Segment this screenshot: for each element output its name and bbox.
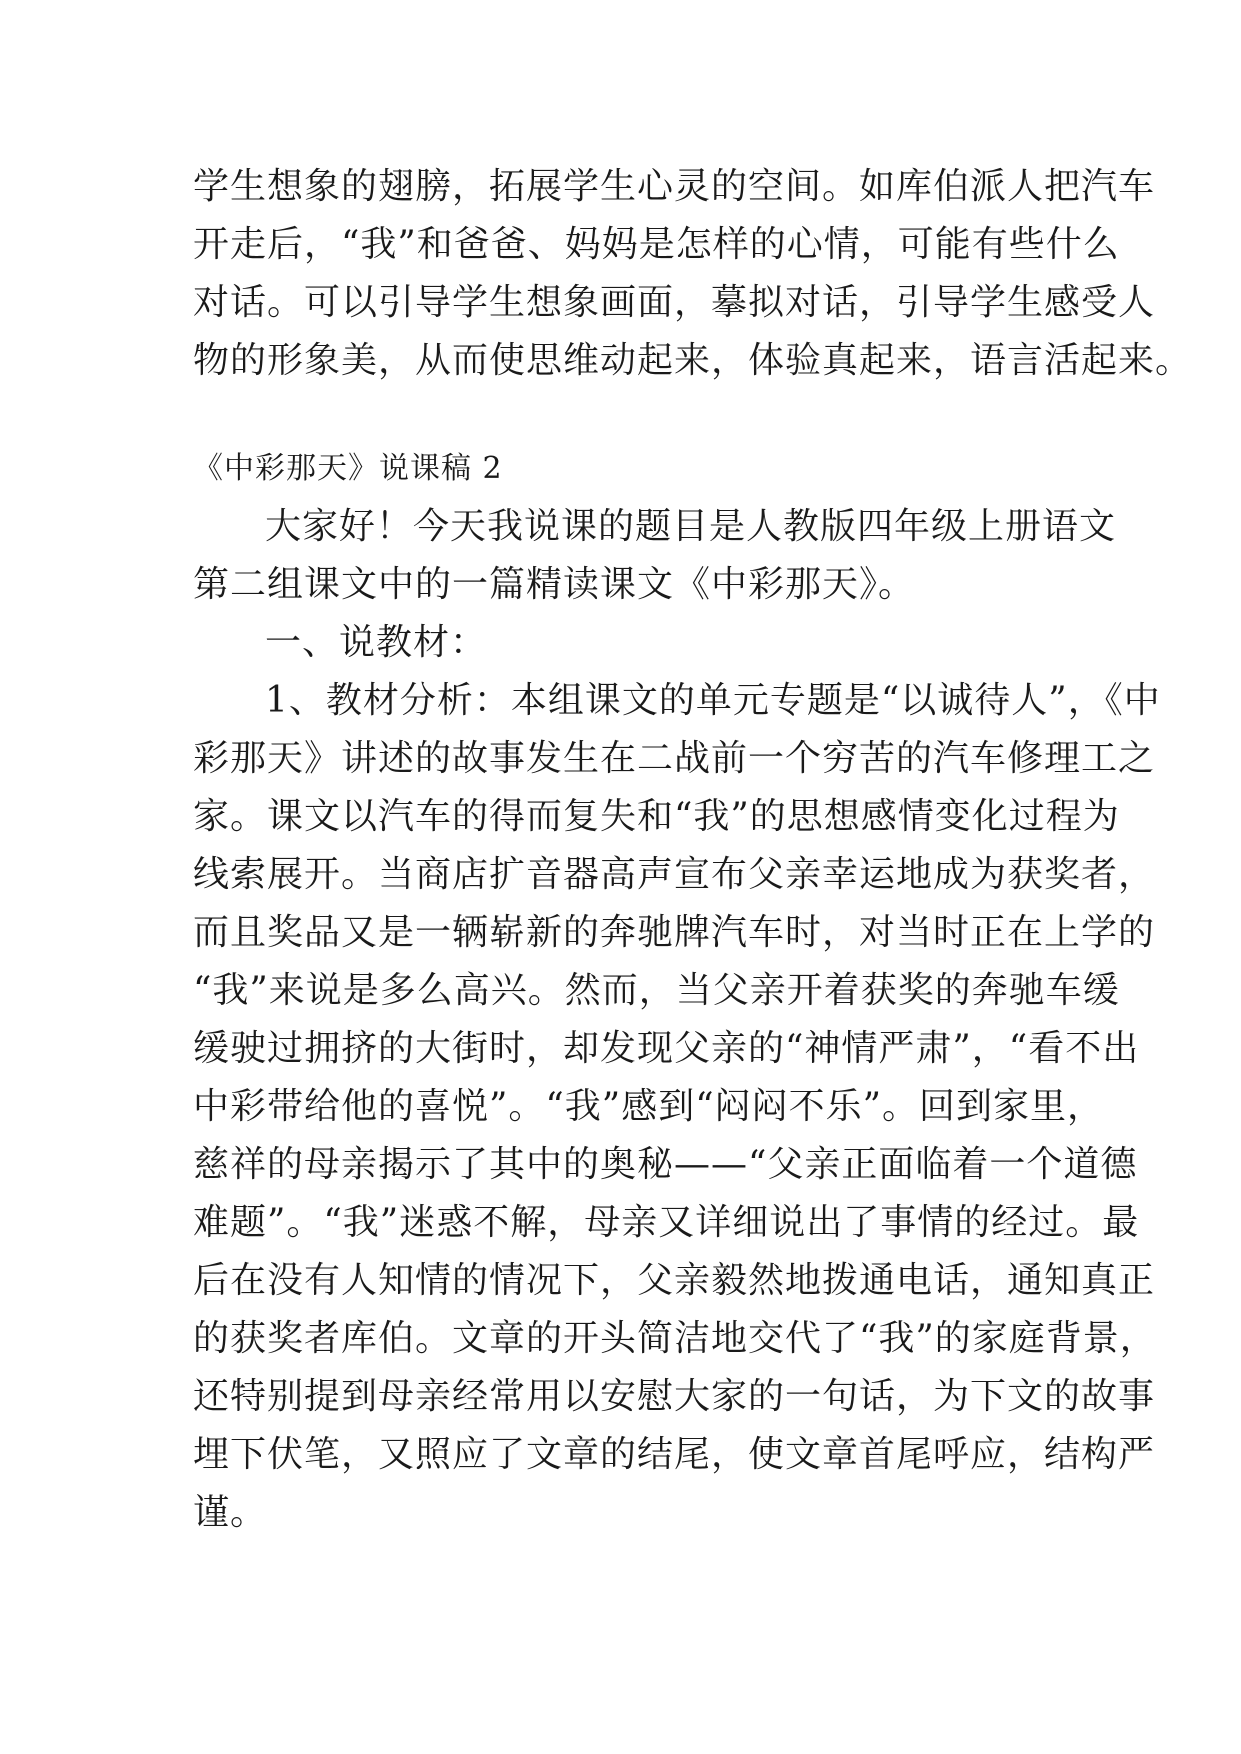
section-heading: 《中彩那天》说课稿 2 (193, 451, 503, 486)
paragraph-greeting (193, 498, 1117, 614)
text-line: 中彩带给他的喜悦”。“我”感到“闷闷不乐”。回到家里， (193, 1086, 1105, 1127)
text-line: 还特别提到母亲经常用以安慰大家的一句话，为下文的故事 (193, 1376, 1156, 1417)
text-line: 开走后，“我”和爸爸、妈妈是怎样的心情，可能有些什么 (193, 224, 1120, 265)
text-line: 家。课文以汽车的得而复失和“我”的思想感情变化过程为 (193, 796, 1120, 837)
text-line: 对话。可以引导学生想象画面，摹拟对话，引导学生感受人 (193, 282, 1156, 323)
text-line: 的获奖者库伯。文章的开头简洁地交代了“我”的家庭背景， (193, 1318, 1157, 1359)
paragraph-analysis (193, 672, 1161, 1542)
text-line: 难题”。“我”迷惑不解，母亲又详细说出了事情的经过。最 (193, 1202, 1140, 1243)
text-line: 大家好！今天我说课的题目是人教版四年级上册语文 (265, 506, 1117, 547)
subsection-title: 一、说教材： (265, 622, 488, 663)
text-line: 第二组课文中的一篇精读课文《中彩那天》。 (193, 564, 916, 605)
text-line: 谨。 (193, 1492, 268, 1533)
text-line: 后在没有人知情的情况下，父亲毅然地拨通电话，通知真正 (193, 1260, 1156, 1301)
text-line: 线索展开。当商店扩音器高声宣布父亲幸运地成为获奖者， (193, 854, 1156, 895)
text-line: 而且奖品又是一辆崭新的奔驰牌汽车时，对当时正在上学的 (193, 912, 1156, 953)
text-line: 缓驶过拥挤的大街时，却发现父亲的“神情严肃”，“看不出 (193, 1028, 1140, 1069)
text-line: 学生想象的翅膀，拓展学生心灵的空间。如库伯派人把汽车 (193, 166, 1156, 207)
text-line: 彩那天》讲述的故事发生在二战前一个穷苦的汽车修理工之 (193, 738, 1156, 779)
text-line: 埋下伏笔，又照应了文章的结尾，使文章首尾呼应，结构严 (193, 1434, 1156, 1475)
text-line: “我”来说是多么高兴。然而，当父亲开着获奖的奔驰车缓 (193, 970, 1120, 1011)
paragraph-intro-continued (193, 158, 1193, 390)
text-line: 物的形象美，从而使思维动起来，体验真起来，语言活起来。 (193, 340, 1193, 381)
text-line: 慈祥的母亲揭示了其中的奥秘——“父亲正面临着一个道德 (193, 1144, 1138, 1185)
text-line: 1、教材分析：本组课文的单元专题是“以诚待人”，《中 (265, 680, 1161, 721)
document-page (193, 158, 1193, 1542)
